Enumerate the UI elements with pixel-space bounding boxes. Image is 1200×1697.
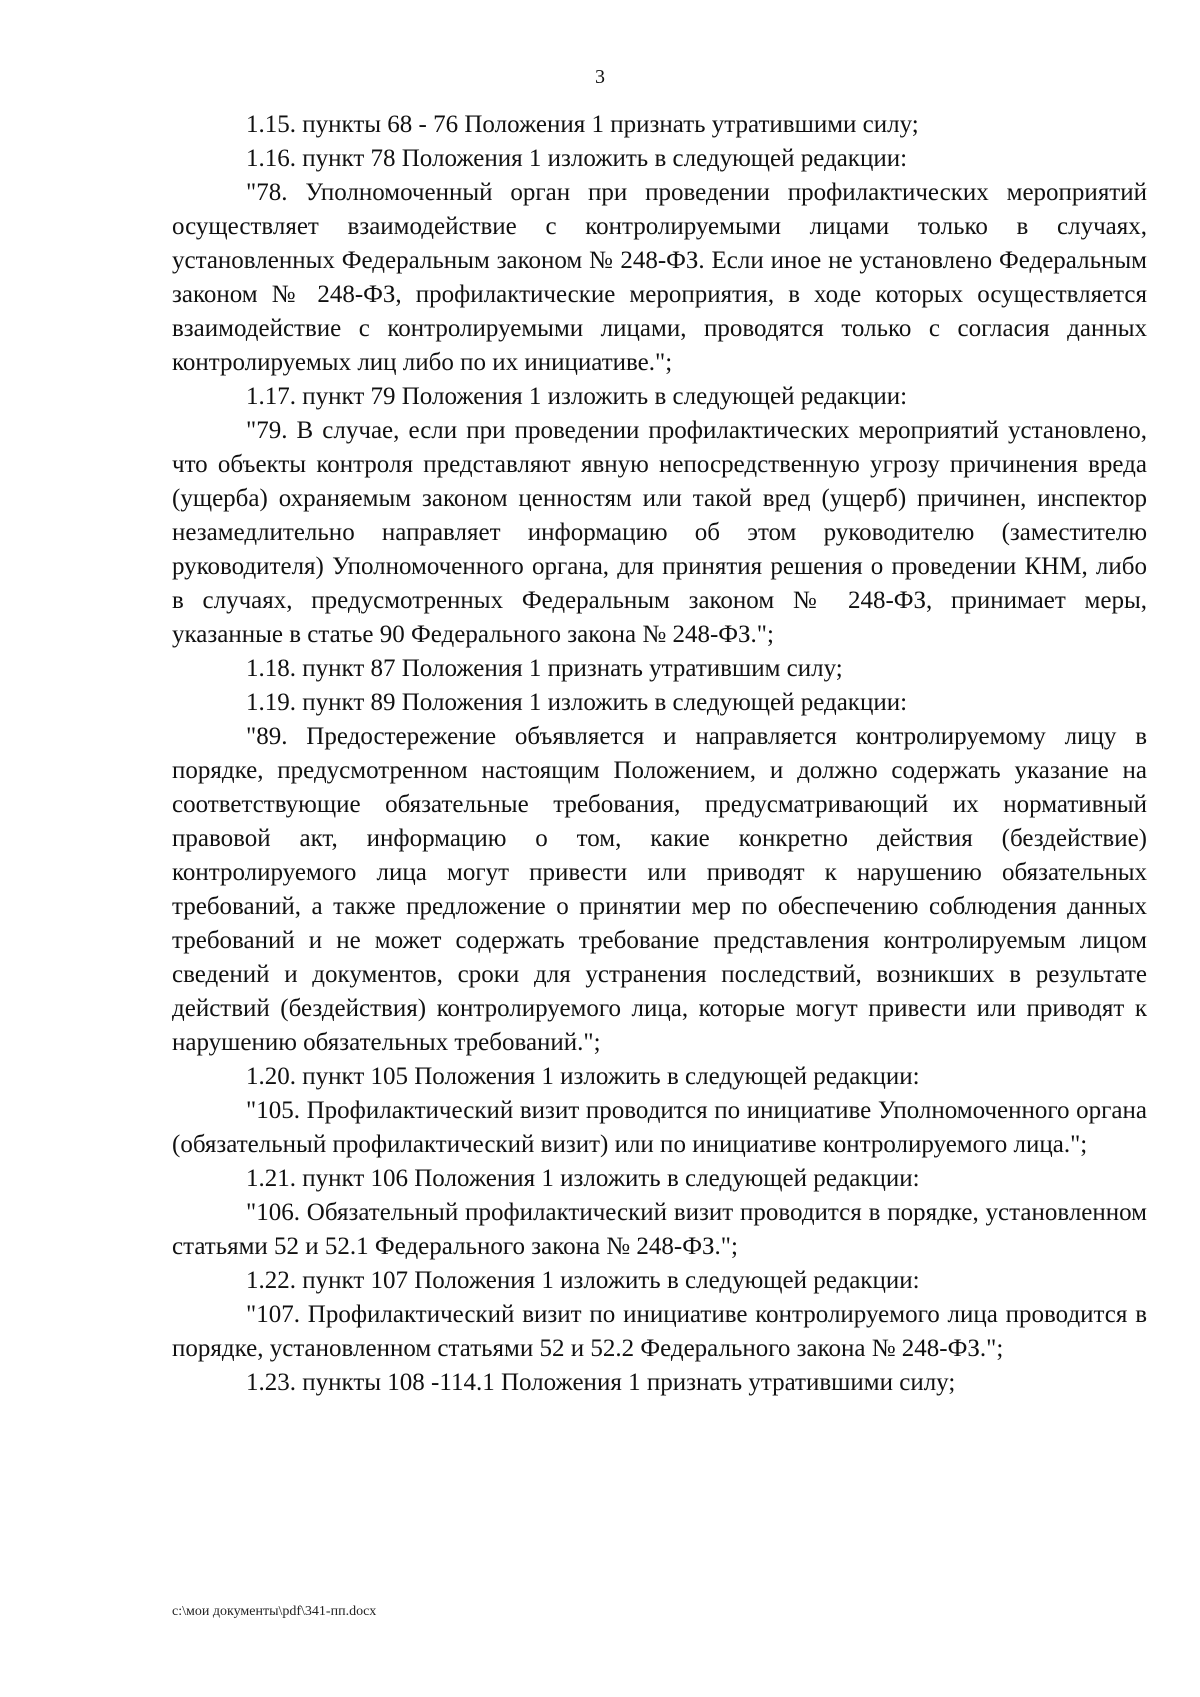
- paragraph-1-19: 1.19. пункт 89 Положения 1 изложить в следующей редакции:: [246, 689, 908, 716]
- paragraph-1-20: 1.20. пункт 105 Положения 1 изложить в следующей редакции:: [246, 1063, 920, 1090]
- footer-file-path: c:\мои документы\pdf\341-пп.docx: [172, 1604, 377, 1619]
- paragraph-1-23: 1.23. пункты 108 -114.1 Положения 1 признать утратившими силу;: [246, 1369, 956, 1396]
- paragraph-item-79: "79. В случае, если при проведении профилактических мероприятий установлено, что объекты контроля представляют явную непосредственную угрозу причинения вреда (ущерба) охраняемым законом ценностям или такой вред (ущерб) причинен, инспектор незамедлительно направляет информацию об этом руководителю (заместителю руководителя) Уполномоченного органа, для принятия решения о проведении КНМ, либо в случаях, предусмотренных Федеральным законом № 248-ФЗ, принимает меры, указанные в статье 90 Федерального закона № 248-ФЗ.";: [172, 417, 1147, 648]
- paragraph-1-17: 1.17. пункт 79 Положения 1 изложить в следующей редакции:: [246, 383, 908, 410]
- paragraph-1-16: 1.16. пункт 78 Положения 1 изложить в следующей редакции:: [246, 145, 908, 172]
- page-number: 3: [595, 66, 605, 88]
- paragraph-item-106: "106. Обязательный профилактический визит проводится в порядке, установленном статьями 52 и 52.1 Федерального закона № 248-ФЗ.";: [172, 1199, 1147, 1260]
- paragraph-item-78: "78. Уполномоченный орган при проведении профилактических мероприятий осуществляет взаимодействие с контролируемыми лицами только в случаях, установленных Федеральным законом № 248-ФЗ. Если иное не установлено Федеральным законом № 248-ФЗ, профилактические мероприятия, в ходе которых осуществляется взаимодействие с контролируемыми лицами, проводятся только с согласия данных контролируемых лиц либо по их инициативе.";: [172, 179, 1147, 376]
- paragraph-1-15: 1.15. пункты 68 - 76 Положения 1 признать утратившими силу;: [246, 111, 919, 138]
- paragraph-1-22: 1.22. пункт 107 Положения 1 изложить в следующей редакции:: [246, 1267, 920, 1294]
- document-body: [172, 108, 1147, 1400]
- paragraph-item-89: "89. Предостережение объявляется и направляется контролируемому лицу в порядке, предусмотренном настоящим Положением, и должно содержать указание на соответствующие обязательные требования, предусматривающий их нормативный правовой акт, информацию о том, какие конкретно действия (бездействие) контролируемого лица могут привести или приводят к нарушению обязательных требований, а также предложение о принятии мер по обеспечению соблюдения данных требований и не может содержать требование представления контролируемым лицом сведений и документов, сроки для устранения последствий, возникших в результате действий (бездействия) контролируемого лица, которые могут привести или приводят к нарушению обязательных требований.";: [172, 723, 1147, 1056]
- paragraph-1-21: 1.21. пункт 106 Положения 1 изложить в следующей редакции:: [246, 1165, 920, 1192]
- paragraph-1-18: 1.18. пункт 87 Положения 1 признать утратившим силу;: [246, 655, 843, 682]
- paragraph-item-107: "107. Профилактический визит по инициативе контролируемого лица проводится в порядке, установленном статьями 52 и 52.2 Федерального закона № 248-ФЗ.";: [172, 1301, 1147, 1362]
- paragraph-item-105: "105. Профилактический визит проводится по инициативе Уполномоченного органа (обязательный профилактический визит) или по инициативе контролируемого лица.";: [172, 1097, 1147, 1158]
